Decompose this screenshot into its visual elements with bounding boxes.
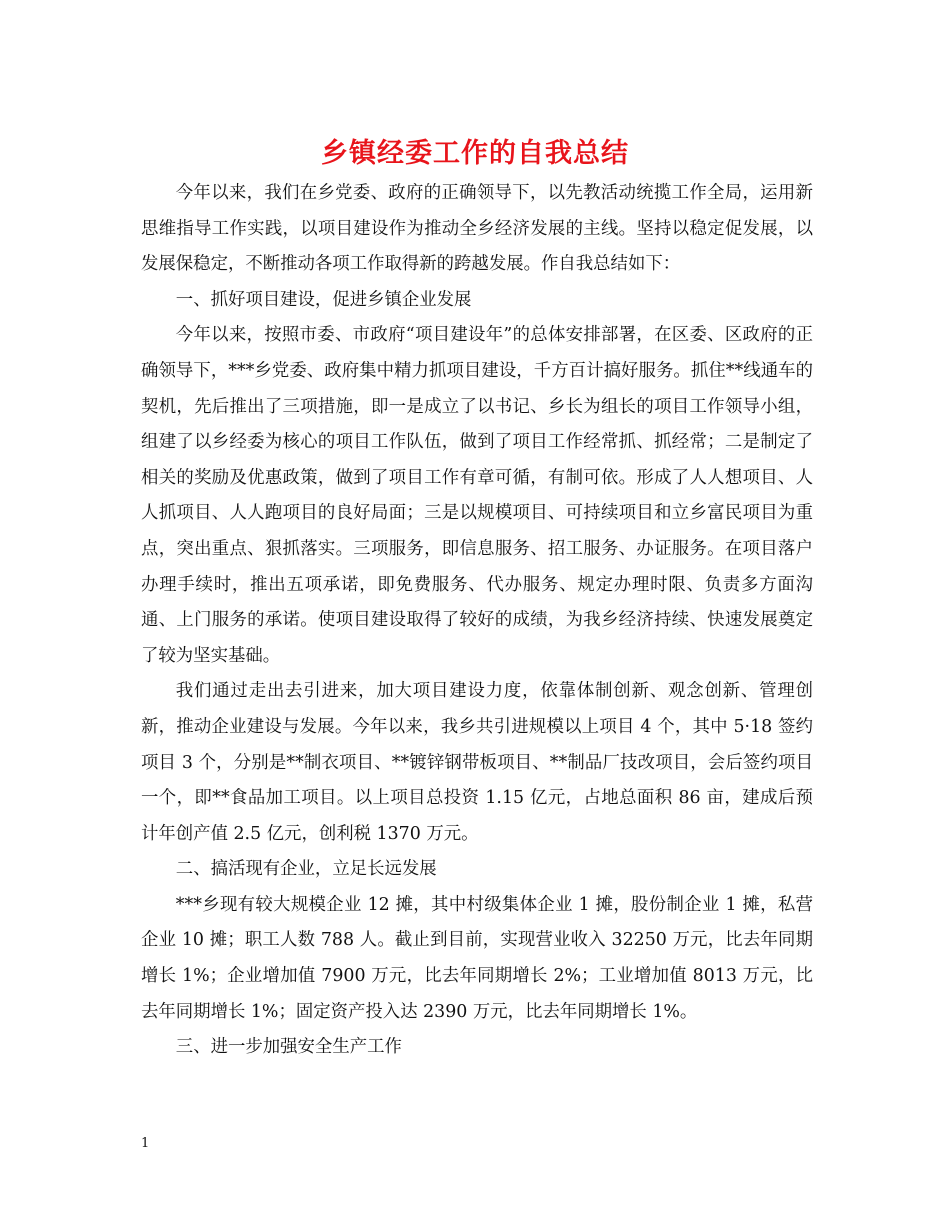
body-paragraph: ***乡现有较大规模企业 12 摊，其中村级集体企业 1 摊，股份制企业 1 摊，私营企业 10 摊；职工人数 788 人。截止到目前，实现营业收入 32250 万元，比去年同期增长 1%；企业增加值 7900 万元，比去年同期增长 2%；工业增加值 8013 万元，比去年同期增长 1%；固定资产投入达 2390 万元，比去年同期增长 1%。 [141,894,813,1022]
intro-paragraph: 今年以来，我们在乡党委、政府的正确领导下，以先教活动统揽工作全局，运用新思维指导工作实践，以项目建设作为推动全乡经济发展的主线。坚持以稳定促发展，以发展保稳定，不断推动各项工作取得新的跨越发展。作自我总结如下： [141,183,813,275]
page-number: 1 [141,1136,150,1151]
body-paragraph: 今年以来，按照市委、市政府“项目建设年”的总体安排部署，在区委、区政府的正确领导下，***乡党委、政府集中精力抓项目建设，千方百计搞好服务。抓住**线通车的契机，先后推出了三项措施，即一是成立了以书记、乡长为组长的项目工作领导小组，组建了以乡经委为核心的项目工作队伍，做到了项目工作经常抓、抓经常；二是制定了相关的奖励及优惠政策，做到了项目工作有章可循，有制可依。形成了人人想项目、人人抓项目、人人跑项目的良好局面；三是以规模项目、可持续项目和立乡富民项目为重点，突出重点、狠抓落实。三项服务，即信息服务、招工服务、办证服务。在项目落户办理手续时，推出五项承诺，即免费服务、代办服务、规定办理时限、负责多方面沟通、上门服务的承诺。使项目建设取得了较好的成绩，为我乡经济持续、快速发展奠定了较为坚实基础。 [141,325,813,666]
page-title: 乡镇经委工作的自我总结 [321,138,629,169]
section-heading-2: 二、搞活现有企业，立足长远发展 [175,859,437,880]
section-heading-3: 三、进一步加强安全生产工作 [175,1037,402,1058]
section-heading-1: 一、抓好项目建设，促进乡镇企业发展 [175,289,472,310]
body-paragraph: 我们通过走出去引进来，加大项目建设力度，依靠体制创新、观念创新、管理创新，推动企业建设与发展。今年以来，我乡共引进规模以上项目 4 个，其中 5·18 签约项目 3 个，分别是**制衣项目、**镀锌钢带板项目、**制品厂技改项目，会后签约项目一个，即**食品加工项目。以上项目总投资 1.15 亿元，占地总面积 86 亩，建成后预计年创产值 2.5 亿元，创利税 1370 万元。 [141,681,813,844]
document-body [141,176,813,1066]
